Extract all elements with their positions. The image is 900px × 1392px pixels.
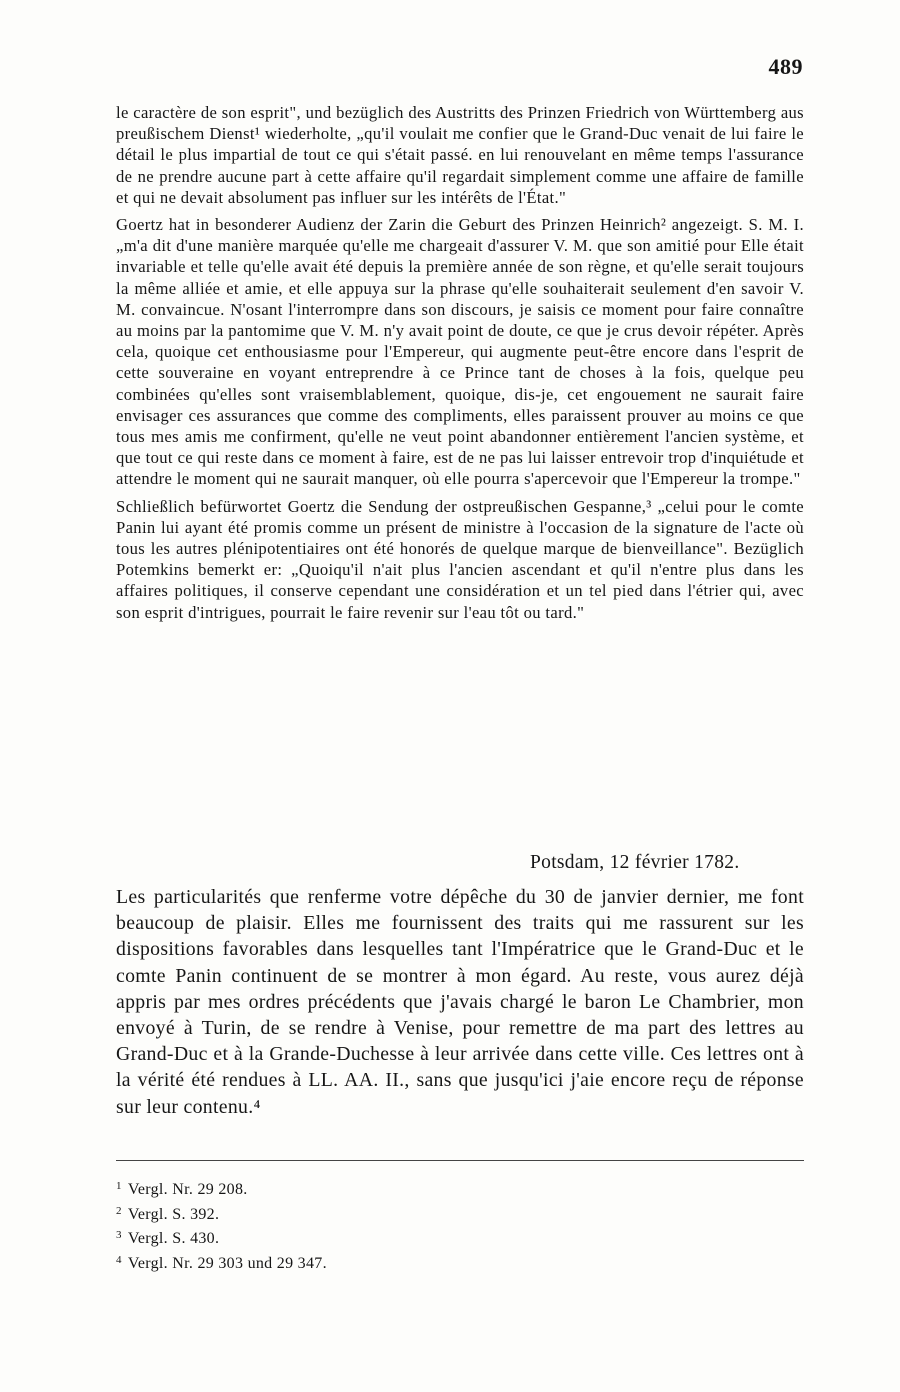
summary-body	[116, 102, 804, 623]
footnote-text: Vergl. S. 430.	[127, 1230, 220, 1248]
footnote-mark: 2	[116, 1204, 122, 1217]
footnote-mark: 4	[116, 1253, 122, 1266]
letter-paragraph: Les particularités que renferme votre dépêche du 30 de janvier dernier, me font beaucoup de plaisir. Elles me fournissent des traits qui me rassurent sur les dispositions favorables dans lesquelles tant l'Impératrice que le Grand-Duc et le comte Panin continuent de se montrer à mon égard. Au reste, vous aurez déjà appris par mes ordres précédents que j'avais chargé le baron Le Chambrier, mon envoyé à Turin, de se rendre à Venise, pour remettre de ma part des lettres au Grand-Duc et à la Grande-Duchesse à leur arrivée dans cette ville. Ces lettres ont à la vérité été rendues à LL. AA. II., sans que jusqu'ici j'aie encore reçu de réponse sur leur contenu.⁴	[116, 886, 804, 1118]
footnote-text: Vergl. Nr. 29 208.	[127, 1181, 248, 1198]
footnote-1	[116, 1176, 804, 1201]
footnote-mark: 3	[116, 1229, 122, 1242]
footnote-rule	[116, 1160, 804, 1161]
footnotes	[116, 1176, 804, 1274]
footnote-4	[116, 1250, 804, 1275]
footnote-text: Vergl. Nr. 29 303 und 29 347.	[127, 1254, 327, 1272]
footnote-text: Vergl. S. 392.	[127, 1205, 220, 1223]
footnote-mark: 1	[116, 1180, 122, 1192]
footnote-3	[116, 1225, 804, 1250]
body-paragraph-3: Schließlich befürwortet Goertz die Sendung der ostpreußischen Gespanne,³ „celui pour le comte Panin lui ayant été promis comme un présent de ministre à l'occasion de la signature de l'acte où tous les autres plénipotentiaires ont été honorés de quelque marque de bienveillance". Bezüglich Potemkins bemerkt er: „Quoiqu'il n'ait plus l'ancien ascendant et qu'il n'entre plus dans les affaires politiques, il conserve cependant une considération et un tel pied dans l'étrier qui, avec son esprit d'intrigues, pourrait le faire revenir sur l'eau tôt ou tard."	[116, 496, 804, 622]
page-number: 489	[768, 54, 803, 79]
letter-body	[116, 884, 804, 1120]
footnote-2	[116, 1201, 804, 1226]
body-paragraph-1: le caractère de son esprit", und bezüglich des Austritts des Prinzen Friedrich von Württemberg aus preußischem Dienst¹ wiederholte, „qu'il voulait me confier que le Grand-Duc venait de lui faire le détail le plus impartial de tout ce qui s'était passé. en lui renouvelant en même temps l'assurance de ne prendre aucune part à cette affaire qu'il regardait simplement comme une affaire de famille et qui ne devait absolument pas influer sur les intérêts de l'État."	[116, 103, 804, 207]
body-paragraph-2: Goertz hat in besonderer Audienz der Zarin die Geburt des Prinzen Heinrich² angezeigt. S. M. I. „m'a dit d'une manière marquée qu'elle me chargeait d'assurer V. M. que son amitié pour Elle était invariable et telle qu'elle avait été depuis la première année de son règne, et qu'elle serait toujours la même alliée et amie, et elle appuya sur la phrase qu'elle souhaiterait seulement d'en savoir V. M. convaincue. N'osant l'interrompre dans son discours, je saisis ce moment pour faire connaître au moins par la pantomime que V. M. n'y avait point de doute, ce que je crus devoir répéter. Après cela, quoique cet enthousiasme pour l'Empereur, qui augmente peut-être encore dans l'esprit de cette souveraine en voyant entreprendre à ce Prince tant de choses à la fois, quelque peu combinées qu'elles sont vraisemblablement, quoique, dis-je, cet engouement ne saurait faire envisager ces assurances que comme des compliments, elles paraissent prouver au moins ce que tous mes amis me confirment, qu'elle ne veut point abandonner entièrement l'ancien système, et que tout ce qui reste dans ce moment à faire, est de ne pas lui laisser entrevoir trop d'inquiétude et attendre le moment qui ne saurait manquer, où elle pourra s'apercevoir que l'Empereur la trompe."	[116, 215, 804, 489]
letter-date-line: Potsdam, 12 février 1782.	[530, 852, 740, 873]
